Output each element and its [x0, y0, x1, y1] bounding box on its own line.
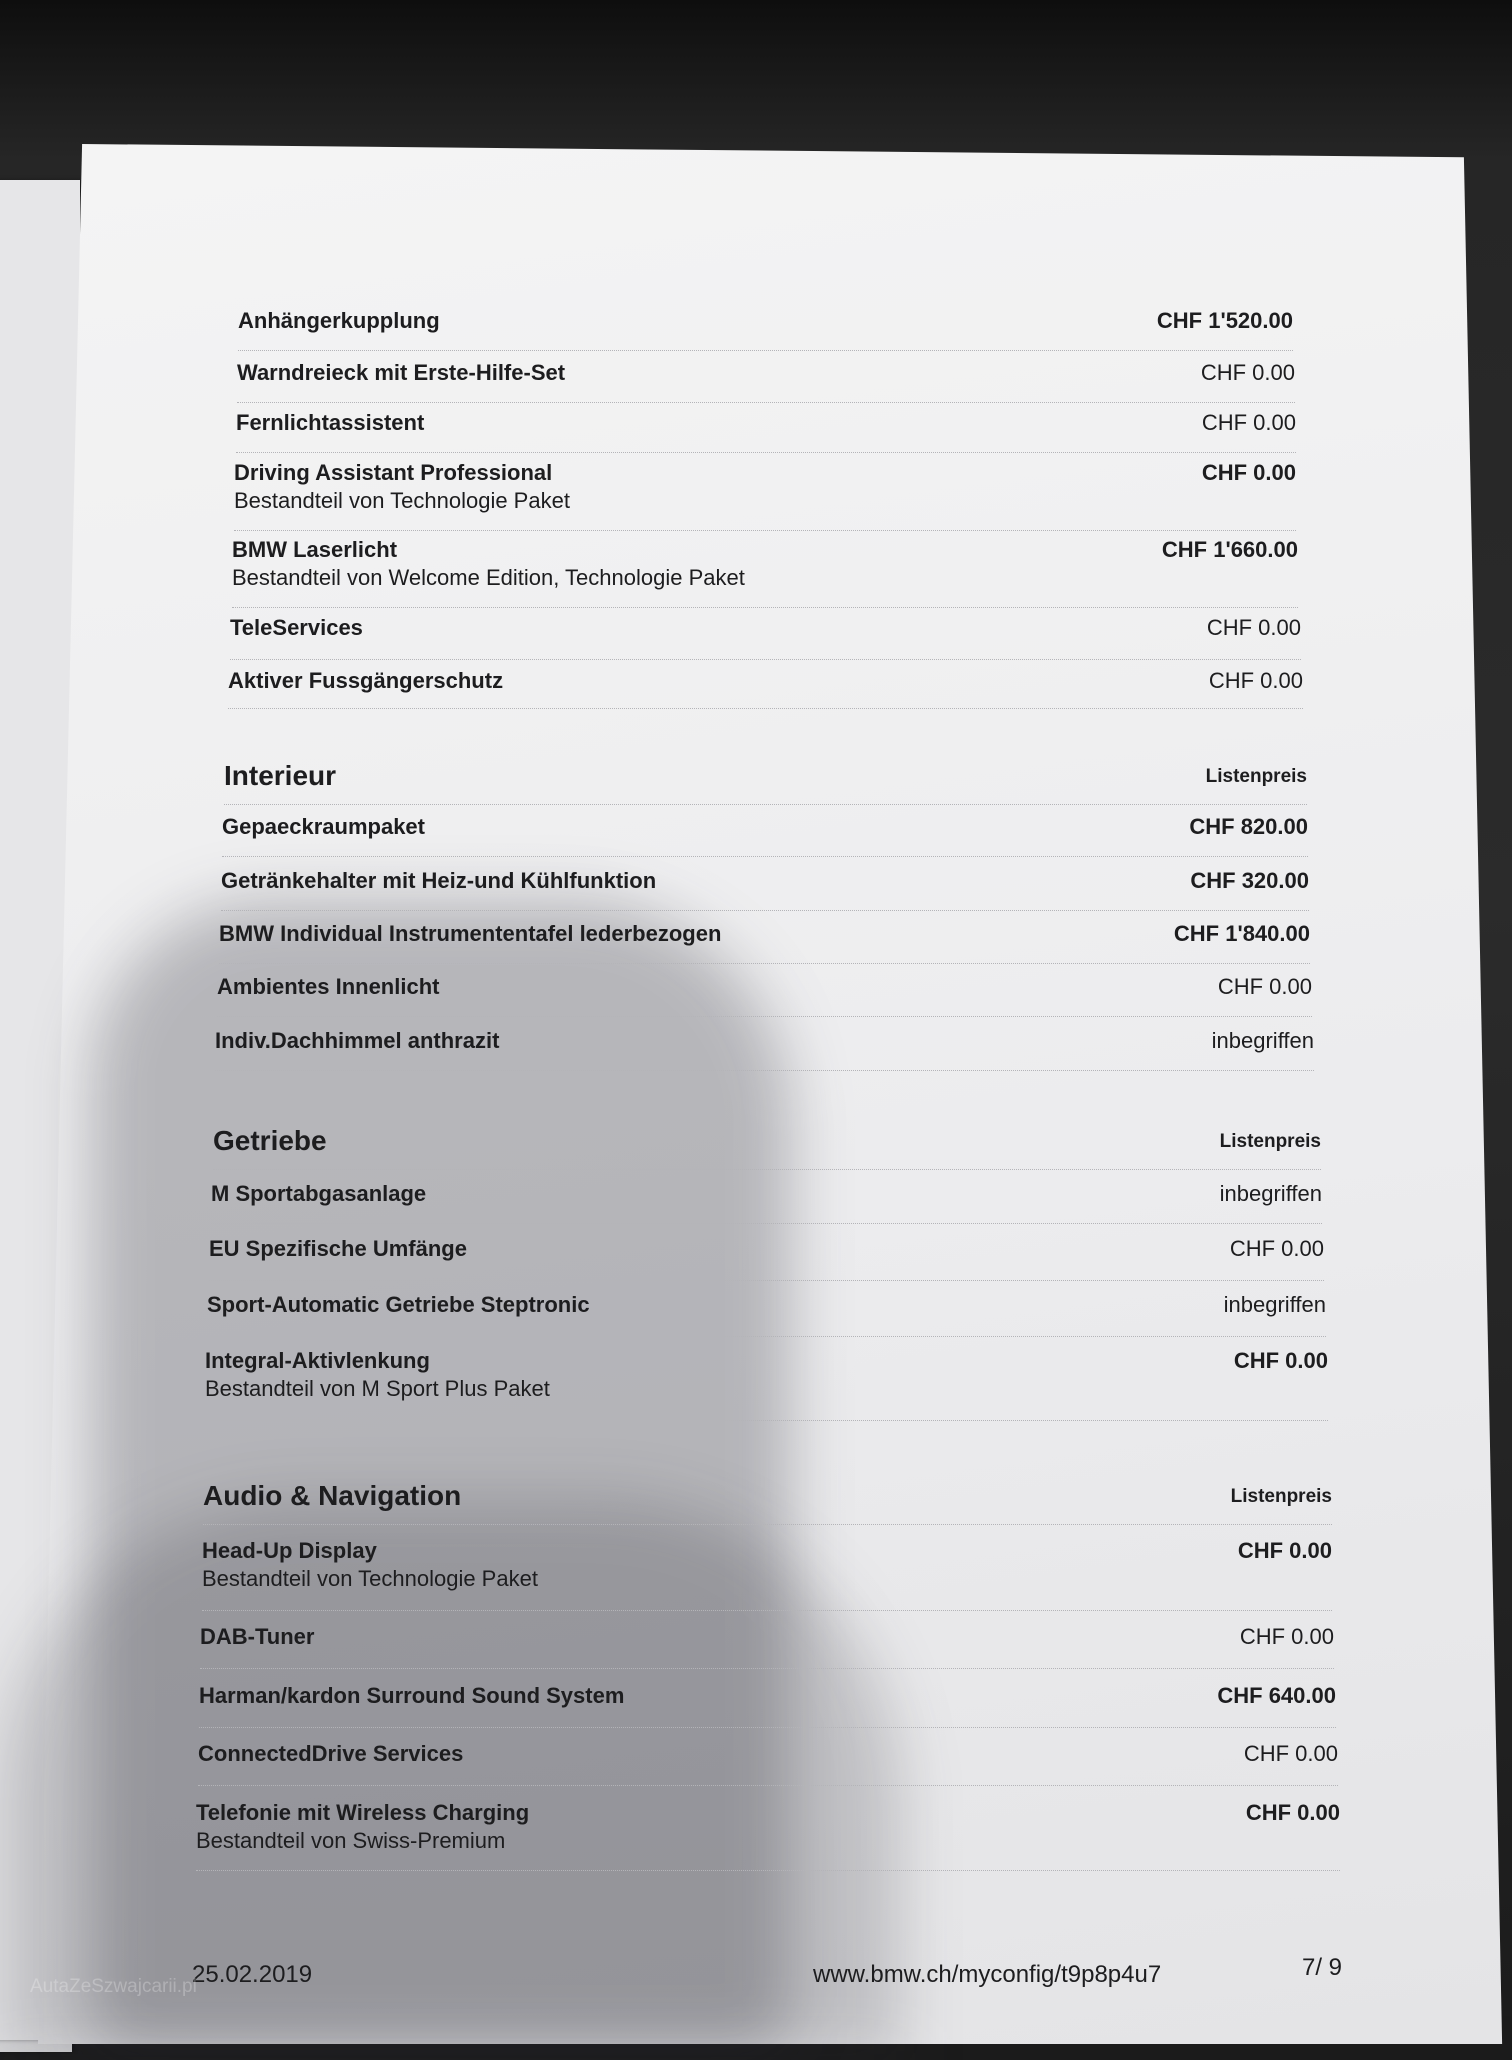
- option-price: CHF 0.00: [1229, 1236, 1324, 1261]
- option-row: [211, 1181, 1322, 1241]
- option-name: Harman/kardon Surround Sound System: [199, 1683, 625, 1708]
- option-price: CHF 320.00: [1190, 868, 1309, 893]
- dotted-divider: [219, 963, 1310, 964]
- option-row: [198, 1741, 1338, 1801]
- dotted-divider: [224, 804, 1307, 805]
- option-price: CHF 1'660.00: [1161, 537, 1298, 562]
- dotted-divider: [209, 1280, 1324, 1281]
- option-row: [202, 1538, 1332, 1598]
- option-row: [230, 615, 1301, 675]
- option-row: [238, 308, 1293, 368]
- dotted-divider: [238, 350, 1293, 351]
- option-note: Bestandteil von Swiss-Premium: [196, 1828, 506, 1853]
- option-name: Indiv.Dachhimmel anthrazit: [215, 1028, 500, 1053]
- option-row: [207, 1292, 1326, 1352]
- dotted-divider: [228, 708, 1303, 709]
- option-price: CHF 0.00: [1200, 360, 1295, 385]
- dotted-divider: [215, 1070, 1314, 1071]
- option-price: inbegriffen: [1219, 1181, 1322, 1206]
- option-price: CHF 1'520.00: [1156, 308, 1293, 333]
- option-note: Bestandteil von Technologie Paket: [202, 1566, 538, 1591]
- option-row: [196, 1800, 1340, 1860]
- option-price: CHF 0.00: [1208, 668, 1303, 693]
- option-price: CHF 0.00: [1201, 460, 1296, 485]
- option-name: Driving Assistant Professional: [234, 460, 553, 485]
- option-row: [234, 460, 1296, 520]
- option-row: [232, 537, 1298, 597]
- option-name: Fernlichtassistent: [236, 410, 425, 435]
- option-note: Bestandteil von Technologie Paket: [234, 488, 570, 513]
- option-name: ConnectedDrive Services: [198, 1741, 464, 1766]
- dotted-divider: [200, 1668, 1334, 1669]
- option-price: CHF 820.00: [1189, 814, 1308, 839]
- option-price: CHF 640.00: [1217, 1683, 1336, 1708]
- option-note: Bestandteil von M Sport Plus Paket: [205, 1376, 550, 1401]
- option-row: [222, 814, 1308, 874]
- dotted-divider: [211, 1223, 1322, 1224]
- option-price: CHF 0.00: [1201, 410, 1296, 435]
- option-name: Gepaeckraumpaket: [222, 814, 425, 839]
- dotted-divider: [237, 402, 1295, 403]
- dotted-divider: [199, 1727, 1336, 1728]
- option-name: DAB-Tuner: [200, 1624, 315, 1649]
- option-row: [217, 974, 1312, 1034]
- option-name: BMW Individual Instrumententafel lederbezogen: [219, 921, 722, 946]
- option-name: Telefonie mit Wireless Charging: [196, 1800, 530, 1825]
- section-title: Audio & Navigation: [203, 1480, 462, 1511]
- option-name: Ambientes Innenlicht: [217, 974, 440, 999]
- page-number: 7/ 9: [1302, 1954, 1343, 1981]
- option-row: [205, 1348, 1328, 1408]
- option-name: EU Spezifische Umfänge: [209, 1236, 467, 1261]
- option-name: Anhängerkupplung: [238, 308, 440, 333]
- option-name: TeleServices: [230, 615, 363, 640]
- option-price: CHF 0.00: [1233, 1348, 1328, 1373]
- watermark: AutaZeSzwajcarii.pl: [30, 1976, 197, 1997]
- dotted-divider: [207, 1336, 1326, 1337]
- dotted-divider: [198, 1785, 1338, 1786]
- option-name: M Sportabgasanlage: [211, 1181, 427, 1206]
- option-price: CHF 0.00: [1217, 974, 1312, 999]
- dotted-divider: [217, 1016, 1312, 1017]
- section-title: Getriebe: [213, 1125, 327, 1156]
- option-name: Sport-Automatic Getriebe Steptronic: [207, 1292, 590, 1317]
- option-price: inbegriffen: [1211, 1028, 1314, 1053]
- option-price: CHF 1'840.00: [1173, 921, 1310, 946]
- option-name: Warndreieck mit Erste-Hilfe-Set: [237, 360, 566, 385]
- option-row: [200, 1624, 1334, 1684]
- option-row: [228, 668, 1303, 728]
- option-price: CHF 0.00: [1245, 1800, 1340, 1825]
- option-row: [219, 921, 1310, 981]
- option-name: Integral-Aktivlenkung: [205, 1348, 430, 1373]
- dotted-divider: [203, 1524, 1332, 1525]
- dotted-divider: [221, 910, 1309, 911]
- dotted-divider: [205, 1420, 1328, 1421]
- option-row: [209, 1236, 1324, 1296]
- option-name: Getränkehalter mit Heiz-und Kühlfunktion: [221, 868, 657, 893]
- option-name: Aktiver Fussgängerschutz: [228, 668, 504, 693]
- option-price: CHF 0.00: [1243, 1741, 1338, 1766]
- option-row: [199, 1683, 1336, 1743]
- dotted-divider: [236, 452, 1296, 453]
- option-row: [221, 868, 1309, 928]
- option-row: [215, 1028, 1314, 1088]
- section-title: Interieur: [224, 760, 337, 791]
- config-url: www.bmw.ch/myconfig/t9p8p4u7: [813, 1961, 1162, 1988]
- option-name: BMW Laserlicht: [232, 537, 398, 562]
- option-price: inbegriffen: [1223, 1292, 1326, 1317]
- dotted-divider: [202, 1610, 1332, 1611]
- dotted-divider: [222, 856, 1308, 857]
- dotted-divider: [234, 530, 1296, 531]
- option-price: CHF 0.00: [1237, 1538, 1332, 1563]
- option-price: CHF 0.00: [1206, 615, 1301, 640]
- print-date: 25.02.2019: [192, 1961, 313, 1988]
- dotted-divider: [232, 607, 1298, 608]
- option-price: CHF 0.00: [1239, 1624, 1334, 1649]
- price-column-header: Listenpreis: [1230, 1486, 1332, 1507]
- option-note: Bestandteil von Welcome Edition, Technologie Paket: [232, 565, 745, 590]
- dotted-divider: [213, 1169, 1321, 1170]
- option-name: Head-Up Display: [202, 1538, 377, 1563]
- dotted-divider: [196, 1870, 1340, 1871]
- price-column-header: Listenpreis: [1205, 766, 1307, 787]
- price-column-header: Listenpreis: [1219, 1131, 1321, 1152]
- dotted-divider: [230, 659, 1301, 660]
